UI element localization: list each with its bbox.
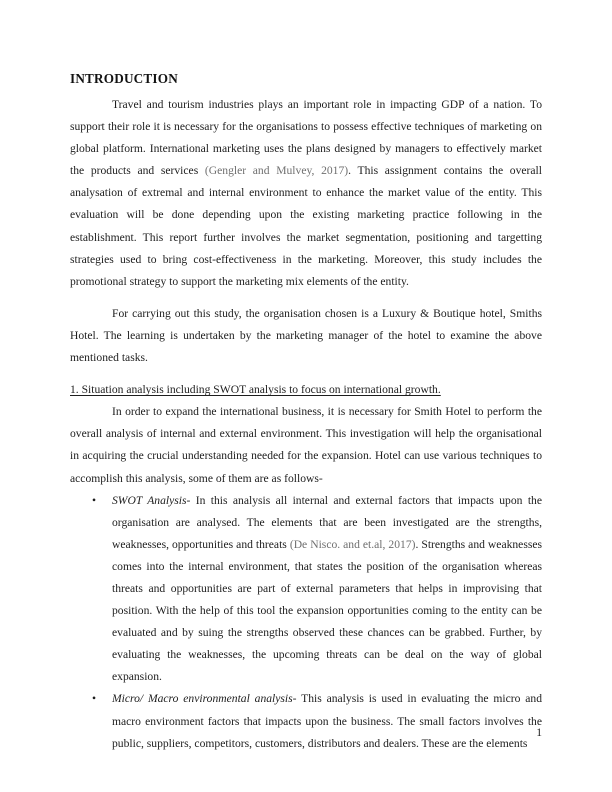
bullet-term-swot-analysis: SWOT Analysis <box>112 493 187 507</box>
citation-de-nisco: (De Nisco. and et.al, 2017) <box>289 537 416 551</box>
intro-text-part-two: . This assignment contains the overall analysation of extremal and internal environment to enhance the market value of the entity. This evaluation will be done depending upon the existing marketing practice following in the establishment. This report further involves the market segmentation, positioning and targetting strategies used to bring cost-effectiveness in the marketing. Moreover, this study includes the promotional strategy to support the marketing mix elements of the entity. <box>70 164 542 288</box>
paragraph-organisation-chosen: For carrying out this study, the organisation chosen is a Luxury & Boutique hotel, Smiths Hotel. The learning is undertaken by the marketing manager of the hotel to examine the above mentioned tasks. <box>70 306 542 365</box>
bullet-text-before-citation: - This analysis is used in evaluating the micro and macro environment factors that impacts upon the business. The small factors involves the public, suppliers, competitors, customers, distributors and dealers. These are the elements <box>112 692 543 750</box>
paragraph-spacer <box>70 293 542 303</box>
paragraph-spacer <box>70 369 542 379</box>
bullet-text-after-citation: . Strengths and weaknesses comes into the internal environment, that states the position of the organisation whereas threats and opportunities are part of external parameters that helps in improvising that position. With the help of this tool the expansion opportunities coming to the entity can be evaluated and by suing the strengths observed these chances can be grabbed. Further, by evaluating the weaknesses, the upcoming threats can be deal on the way of global expansion. <box>112 537 543 684</box>
citation-gengler-mulvey: (Gengler and Mulvey, 2017) <box>204 164 349 178</box>
bullet-point-icon: • <box>92 493 97 507</box>
list-item <box>70 490 542 689</box>
paragraph-expansion-intro: In order to expand the international business, it is necessary for Smith Hotel to perform the overall analysis of internal and external environment. This investigation will help the organisational in acquiring the crucial understanding needed for the expansion. Hotel can use various techniques to accomplish this analysis, some of them are as follows- <box>70 405 542 485</box>
bullet-text-before-citation: - In this analysis all internal and external factors that impacts upon the organisation are analysed. The elements that are been investigated are the strengths, weaknesses, opportunities and threats <box>112 493 542 551</box>
page-title: INTRODUCTION <box>70 71 178 86</box>
section-heading-1-text: 1. Situation analysis including SWOT analysis to focus on international growth. <box>70 383 441 397</box>
intro-text-part-one: Travel and tourism industries plays an important role in impacting GDP of a nation. To support their role it is necessary for the organisations to possess effective techniques of marketing on global platform. International marketing uses the plans designed by managers to effectively market the products and services <box>70 98 542 178</box>
page-number: 1 <box>536 726 542 739</box>
section-heading-1 <box>70 379 542 401</box>
bullet-term-micro-macro-analysis: Micro/ Macro environmental analysis <box>112 692 293 706</box>
page-content <box>70 68 542 755</box>
analysis-techniques-list <box>70 490 542 755</box>
list-item <box>70 688 542 754</box>
bullet-point-icon: • <box>92 692 97 706</box>
paragraph-introduction <box>70 94 542 293</box>
